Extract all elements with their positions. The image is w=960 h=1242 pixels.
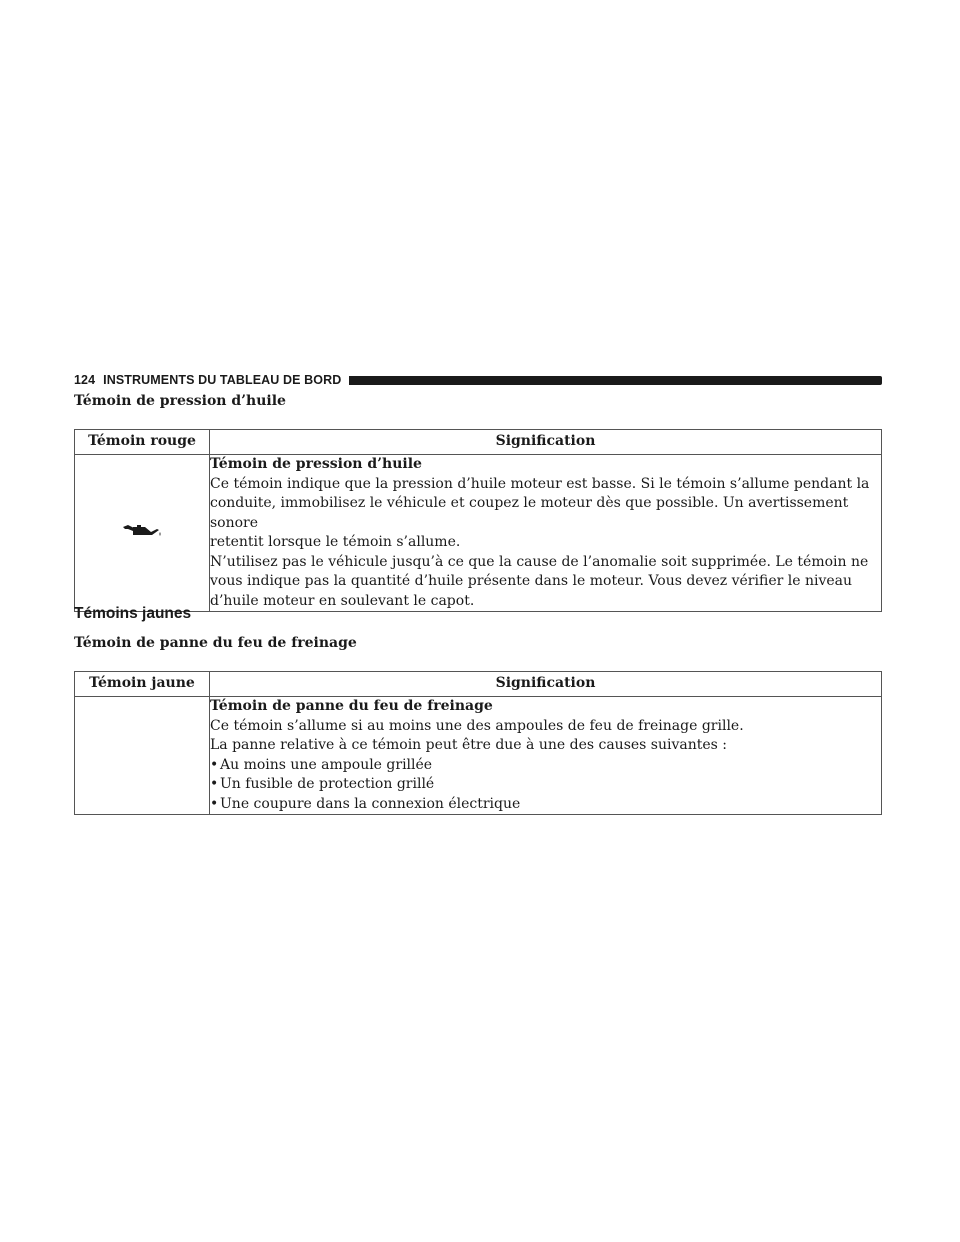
meaning-line: d’huile moteur en soulevant le capot. xyxy=(210,592,475,609)
meaning-line: La panne relative à ce témoin peut être due à une des causes suivantes : xyxy=(210,737,728,753)
col-header-yellow-light: Témoin jaune xyxy=(75,672,210,697)
oil-pressure-table xyxy=(74,429,882,612)
bullet-item: • Au moins une ampoule grillée xyxy=(210,756,881,776)
page-header xyxy=(74,372,882,388)
meaning-line: Ce témoin s’allume si au moins une des ampoules de feu de freinage grille. xyxy=(210,717,744,734)
table-row xyxy=(75,697,882,815)
bullet-item: • Un fusible de protection grillé xyxy=(210,775,881,795)
meaning-line: retentit lorsque le témoin s’allume. xyxy=(210,534,461,550)
oil-can-icon xyxy=(120,527,164,543)
meaning-line: vous indique pas la quantité d’huile présente dans le moteur. Vous devez vérifier le niveau xyxy=(210,573,853,589)
section-title-oil-pressure: Témoin de pression d’huile xyxy=(74,393,286,409)
brake-light-table xyxy=(74,671,882,815)
meaning-line: N’utilisez pas le véhicule jusqu’à ce que la cause de l’anomalie soit supprimée. Le témoin ne xyxy=(210,553,869,570)
table-row xyxy=(75,455,882,612)
header-rule xyxy=(349,376,882,385)
meaning-cell xyxy=(210,697,882,815)
icon-cell xyxy=(75,697,210,815)
col-header-red-light: Témoin rouge xyxy=(75,430,210,455)
col-header-meaning: Signification xyxy=(210,430,882,455)
section-title-brake-light: Témoin de panne du feu de freinage xyxy=(74,635,357,651)
meaning-title: Témoin de panne du feu de freinage xyxy=(210,698,493,714)
running-title: INSTRUMENTS DU TABLEAU DE BORD xyxy=(103,373,342,387)
icon-cell xyxy=(75,455,210,612)
page-number: 124 xyxy=(74,373,96,387)
table-header-row xyxy=(75,672,882,697)
meaning-line: Ce témoin indique que la pression d’huile moteur est basse. Si le témoin s’allume pendant la xyxy=(210,475,870,492)
col-header-meaning: Signification xyxy=(210,672,882,697)
subheading-yellow-lights: Témoins jaunes xyxy=(74,605,192,622)
meaning-line: conduite, immobilisez le véhicule et coupez le moteur dès que possible. Un avertissement sonore xyxy=(210,495,849,531)
meaning-cell xyxy=(210,455,882,612)
bullet-item: • Une coupure dans la connexion électrique xyxy=(210,795,881,815)
table-header-row xyxy=(75,430,882,455)
meaning-title: Témoin de pression d’huile xyxy=(210,456,422,472)
